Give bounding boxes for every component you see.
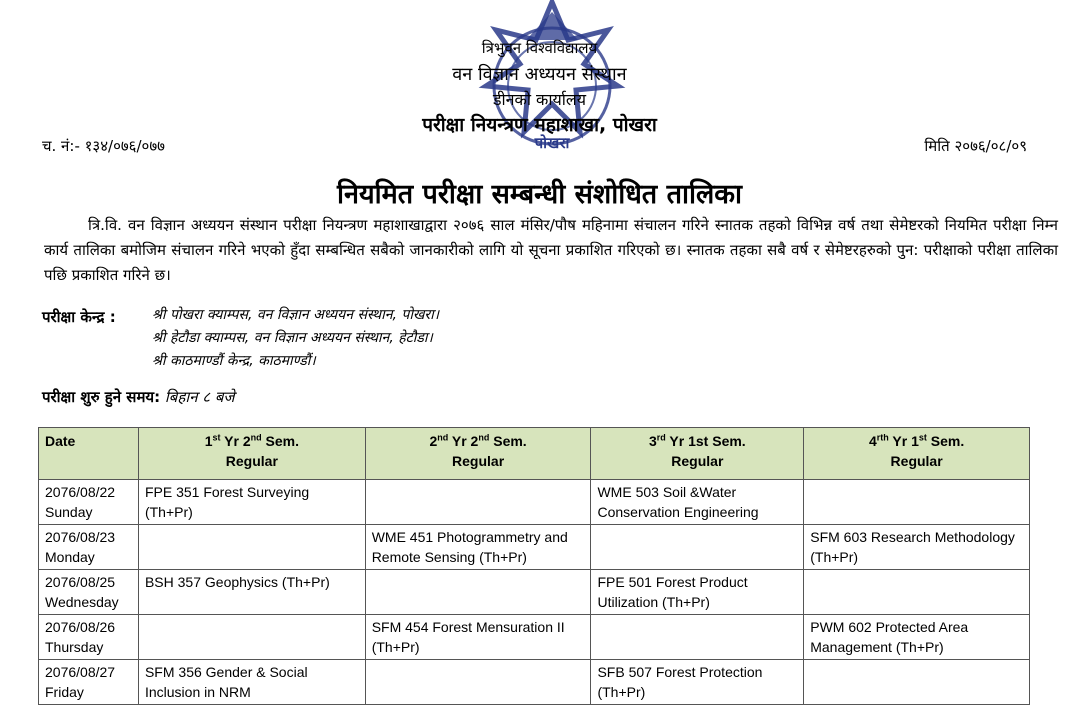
notice-title: नियमित परीक्षा सम्बन्धी संशोधित तालिका [336,179,742,210]
exam-center-item: श्री काठमाण्डौं केन्द्र, काठमाण्डौं। [152,353,316,369]
table-cell: WME 451 Photogrammetry and Remote Sensing (Th+Pr) [365,525,591,570]
seal-text: पोखरा [534,134,570,152]
table-row [39,570,1030,615]
table-cell: BSH 357 Geophysics (Th+Pr) [138,570,365,615]
table-cell: PWM 602 Protected Area Management (Th+Pr) [804,615,1030,660]
table-header-row [39,428,1030,480]
table-cell: SFB 507 Forest Protection (Th+Pr) [591,660,804,705]
reference-number: च. नं:- १३४/०७६/०७७ [42,137,165,155]
exam-centers-label: परीक्षा केन्द्र : [42,308,116,326]
exam-centers-list [152,304,439,373]
exam-time [42,387,235,407]
date-cell: 2076/08/22 Sunday [39,480,139,525]
exam-center-item: श्री पोखरा क्याम्पस, वन विज्ञान अध्ययन संस्थान, पोखरा। [152,307,440,323]
table-row [39,525,1030,570]
date-cell: 2076/08/23 Monday [39,525,139,570]
column-header: 1st Yr 2nd Sem. Regular [138,428,365,480]
table-cell [804,480,1030,525]
notice-paragraph-text: त्रि.वि. वन विज्ञान अध्ययन संस्थान परीक्षा नियन्त्रण महाशाखाद्वारा २०७६ साल मंसिर/पौष महिनामा संचालन गरिने स्नातक तहको विभिन्न वर्ष तथा सेमेष्टरको नियमित परीक्षा निम्न कार्य तालिका बमोजिम संचालन गरिने भएको हुँदा सम्बन्धित सबैको जानकारीको लागि यो सूचना प्रकाशित गरिएको छ। स्नातक तहका सबै वर्ष र सेमेष्टरहरुको पुन: परीक्षाको परीक्षा तालिका पछि प्रकाशित गरिने छ। [44,216,1058,284]
column-header: 2nd Yr 2nd Sem. Regular [365,428,591,480]
table-cell [365,570,591,615]
table-cell [138,615,365,660]
table-cell: SFM 603 Research Methodology (Th+Pr) [804,525,1030,570]
table-cell: SFM 454 Forest Mensuration II (Th+Pr) [365,615,591,660]
dean-office: डीनको कार्यालय [492,90,587,109]
division-name: परीक्षा नियन्त्रण महाशाखा, पोखरा [422,114,657,136]
table-cell: SFM 356 Gender & Social Inclusion in NRM [138,660,365,705]
table-cell [365,480,591,525]
table-row [39,480,1030,525]
table-cell: FPE 501 Forest Product Utilization (Th+Pr) [591,570,804,615]
date-cell: 2076/08/27 Friday [39,660,139,705]
date-cell: 2076/08/26 Thursday [39,615,139,660]
exam-schedule-table [38,427,1030,705]
column-header: $4^{rth}$ Yr 1st Sem. Regular [804,428,1030,480]
university-name: त्रिभुवन विश्वविद्यालय [481,39,598,57]
column-header: 3rd Yr 1st Sem. Regular [591,428,804,480]
table-cell: FPE 351 Forest Surveying (Th+Pr) [138,480,365,525]
table-cell [804,660,1030,705]
table-cell: WME 503 Soil &Water Conservation Engineering [591,480,804,525]
exam-center-item: श्री हेटौडा क्याम्पस, वन विज्ञान अध्ययन संस्थान, हेटौडा। [152,330,433,346]
date-cell: 2076/08/25 Wednesday [39,570,139,615]
table-cell [591,615,804,660]
notice-date: मिति २०७६/०८/०९ [924,137,1027,155]
notice-paragraph [44,213,1058,288]
date-column-header: Date [39,428,139,480]
table-row [39,615,1030,660]
institute-name: वन विज्ञान अध्ययन संस्थान [452,64,627,85]
table-row [39,660,1030,705]
exam-time-label: परीक्षा शुरु हुने समय: [42,388,161,406]
table-cell [365,660,591,705]
table-cell [138,525,365,570]
exam-time-value: बिहान ८ बजे [164,388,235,406]
table-cell [804,570,1030,615]
table-cell [591,525,804,570]
